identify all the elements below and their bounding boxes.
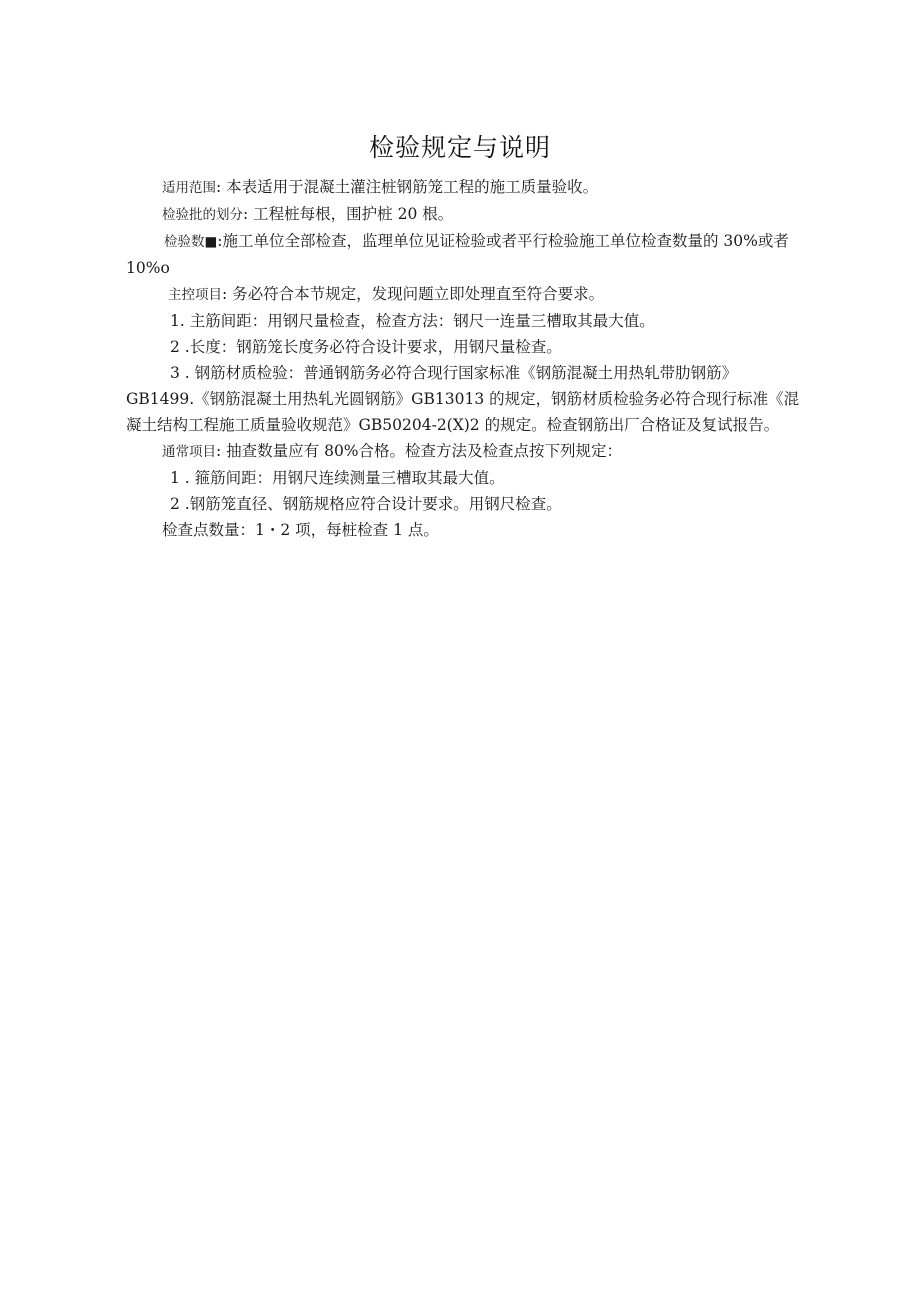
count-text-line2: 10%o xyxy=(126,259,170,277)
general-item-1: 1 . 箍筋间距：用钢尺连续测量三槽取其最大值。 xyxy=(170,469,505,487)
main-items-label: 主控项目 xyxy=(168,287,222,303)
main-item-1: 1. 主筋间距：用钢尺量检查，检查方法：钢尺一连量三槽取其最大值。 xyxy=(170,312,655,330)
general-items-label: 通常项目 xyxy=(162,444,216,460)
count-label: 检验数■ xyxy=(164,234,218,250)
batch-text: : 工程桩每根，围护桩 20 根。 xyxy=(243,205,454,223)
main-item-3-line2: GB1499.《钢筋混凝土用热轧光圆钢筋》GB13013 的规定，钢筋材质检验务必符合现行标准《混 xyxy=(126,390,800,408)
count-text-line1: :施工单位全部检查，监理单位见证检验或者平行检验施工单位检查数量的 30%或者 xyxy=(217,232,789,250)
general-items-paragraph xyxy=(126,438,826,465)
scope-paragraph xyxy=(126,174,826,201)
general-items-text: : 抽查数量应有 80%合格。检查方法及检查点按下列规定： xyxy=(216,442,623,460)
batch-paragraph xyxy=(126,201,826,228)
scope-text: : 本表适用于混凝土灌注桩钢筋笼工程的施工质量验收。 xyxy=(216,178,599,196)
page-title: 检验规定与说明 xyxy=(368,133,551,162)
batch-label: 检验批的划分 xyxy=(162,207,243,223)
document-body xyxy=(126,174,826,543)
main-item-3-line3: 凝土结构工程施工质量验收规范》GB50204-2(X)2 的规定。检查钢筋出厂合格证及复试报告。 xyxy=(126,416,780,434)
count-paragraph xyxy=(126,228,826,255)
main-items-paragraph xyxy=(126,281,826,308)
check-points: 检查点数量：1・2 项，每桩检查 1 点。 xyxy=(162,521,439,539)
main-item-2: 2 .长度：钢筋笼长度务必符合设计要求，用钢尺量检查。 xyxy=(170,338,562,356)
main-item-3-line1: 3 . 钢筋材质检验：普通钢筋务必符合现行国家标准《钢筋混凝土用热轧带肋钢筋》 xyxy=(170,364,738,382)
scope-label: 适用范围 xyxy=(162,180,216,196)
main-items-text: : 务必符合本节规定，发现问题立即处理直至符合要求。 xyxy=(222,285,605,303)
general-item-2: 2 .钢筋笼直径、钢筋规格应符合设计要求。用钢尺检查。 xyxy=(170,495,562,513)
